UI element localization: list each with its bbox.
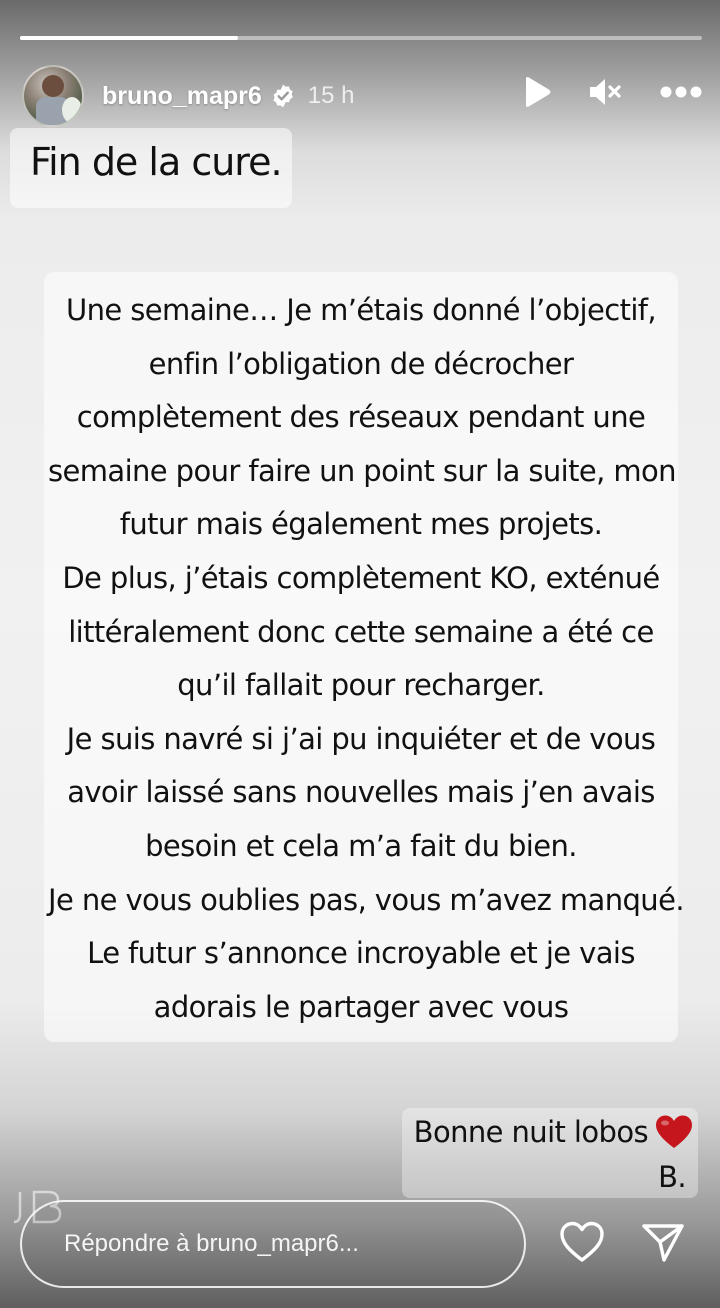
username[interactable]: bruno_mapr6 — [102, 81, 262, 110]
avatar[interactable] — [22, 65, 84, 127]
play-icon[interactable] — [522, 76, 552, 108]
message-line: Je suis navré si j’ai pu inquiéter et de vous — [66, 721, 656, 756]
reply-input[interactable] — [20, 1200, 526, 1288]
message-line: De plus, j’étais complètement KO, exténué — [62, 560, 660, 595]
like-heart-icon[interactable] — [558, 1220, 606, 1264]
red-heart-emoji-icon — [654, 1114, 694, 1150]
send-icon[interactable] — [640, 1220, 686, 1266]
message-line: complètement des réseaux pendant une — [76, 400, 646, 435]
story-signoff — [402, 1108, 698, 1198]
message-line: besoin et cela m’a fait du bien. — [145, 828, 577, 863]
signoff-text: Bonne nuit lobos — [413, 1115, 648, 1149]
header-controls — [522, 76, 702, 108]
message-line: Une semaine… Je m’étais donné l’objectif, — [65, 293, 657, 327]
story-message — [44, 272, 684, 1042]
verified-badge-icon — [270, 83, 296, 109]
message-line: Le futur s’annonce incroyable et je vais — [87, 936, 635, 971]
message-line: avoir laissé sans nouvelles mais j’en avais — [67, 775, 655, 810]
message-line: Je ne vous oublies pas, vous m’avez manqué. — [48, 882, 684, 917]
story-title: Fin de la cure. — [10, 128, 292, 208]
mute-icon[interactable] — [588, 76, 622, 108]
message-line: adorais le partager avec vous — [153, 989, 569, 1024]
message-line: enfin l’obligation de décrocher — [148, 346, 574, 381]
story-progress-fill — [20, 36, 238, 40]
message-line: futur mais également mes projets. — [119, 507, 603, 542]
reply-placeholder: Répondre à bruno_mapr6... — [64, 1230, 359, 1257]
signature-initial: B. — [658, 1160, 686, 1194]
story-progress-bar — [20, 36, 702, 40]
more-options-icon[interactable] — [660, 86, 702, 98]
message-line: qu’il fallait pour recharger. — [177, 668, 545, 703]
message-line: littéralement donc cette semaine a été ce — [68, 614, 654, 649]
story-header — [22, 64, 702, 128]
message-line: semaine pour faire un point sur la suite, mon — [48, 453, 676, 488]
post-time: 15 h — [307, 82, 355, 109]
